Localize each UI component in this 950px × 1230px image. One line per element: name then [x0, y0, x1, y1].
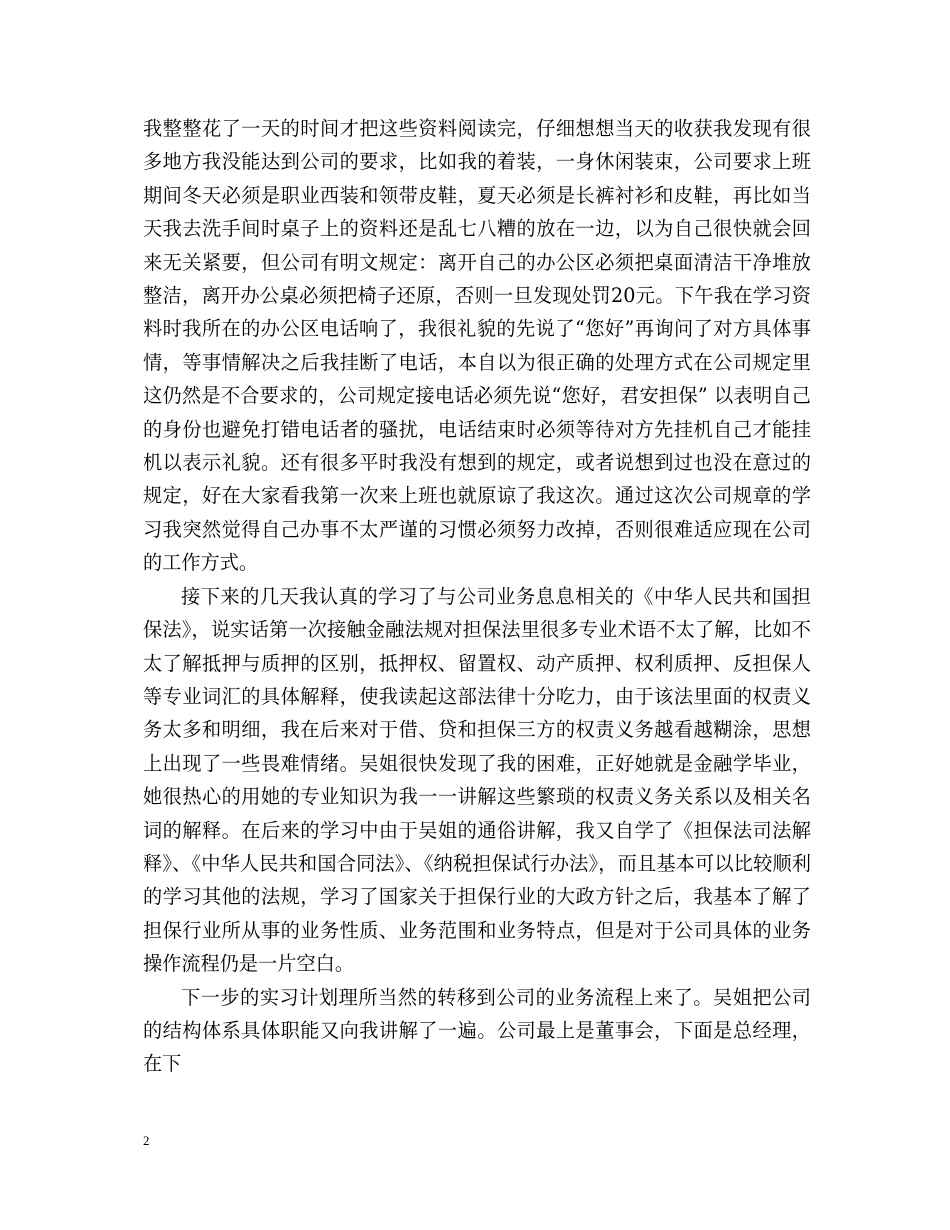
- page-body: [143, 112, 811, 1081]
- body-paragraph-1: 我整整花了一天的时间才把这些资料阅读完，仔细想想当天的收获我发现有很多地方我没能达到公司的要求，比如我的着装，一身休闲装束，公司要求上班期间冬天必须是职业西装和领带皮鞋，夏天必须是长裤衬衫和皮鞋，再比如当天我去洗手间时桌子上的资料还是乱七八糟的放在一边，以为自己很快就会回来无关紧要，但公司有明文规定：离开自己的办公区必须把桌面清洁干净堆放整洁，离开办公桌必须把椅子还原，否则一旦发现处罚20元。下午我在学习资料时我所在的办公区电话响了，我很礼貌的先说了“您好”再询问了对方具体事情，等事情解决之后我挂断了电话，本自以为很正确的处理方式在公司规定里这仍然是不合要求的，公司规定接电话必须先说“您好，君安担保” 以表明自己的身份也避免打错电话者的骚扰，电话结束时必须等待对方先挂机自己才能挂机以表示礼貌。还有很多平时我没有想到的规定，或者说想到过也没在意过的规定，好在大家看我第一次来上班也就原谅了我这次。通过这次公司规章的学习我突然觉得自己办事不太严谨的习惯必须努力改掉，否则很难适应现在公司的工作方式。: [143, 117, 811, 575]
- body-paragraph-3: 下一步的实习计划理所当然的转移到公司的业务流程上来了。吴姐把公司的结构体系具体职能又向我讲解了一遍。公司最上是董事会，下面是总经理，在下: [143, 985, 811, 1076]
- body-paragraph-2: 接下来的几天我认真的学习了与公司业务息息相关的《中华人民共和国担保法》，说实话第一次接触金融法规对担保法里很多专业术语不太了解，比如不太了解抵押与质押的区别，抵押权、留置权、动产质押、权利质押、反担保人等专业词汇的具体解释，使我读起这部法律十分吃力，由于该法里面的权责义务太多和明细，我在后来对于借、贷和担保三方的权责义务越看越糊涂，思想上出现了一些畏难情绪。吴姐很快发现了我的困难，正好她就是金融学毕业，她很热心的用她的专业知识为我一一讲解这些繁琐的权责义务关系以及相关名词的解释。在后来的学习中由于吴姐的通俗讲解，我又自学了《担保法司法解释》、《中华人民共和国合同法》、《纳税担保试行办法》，而且基本可以比较顺利的学习其他的法规，学习了国家关于担保行业的大政方针之后，我基本了解了担保行业所从事的业务性质、业务范围和业务特点，但是对于公司具体的业务操作流程仍是一片空白。: [143, 584, 811, 976]
- page-number: 2: [143, 1133, 150, 1148]
